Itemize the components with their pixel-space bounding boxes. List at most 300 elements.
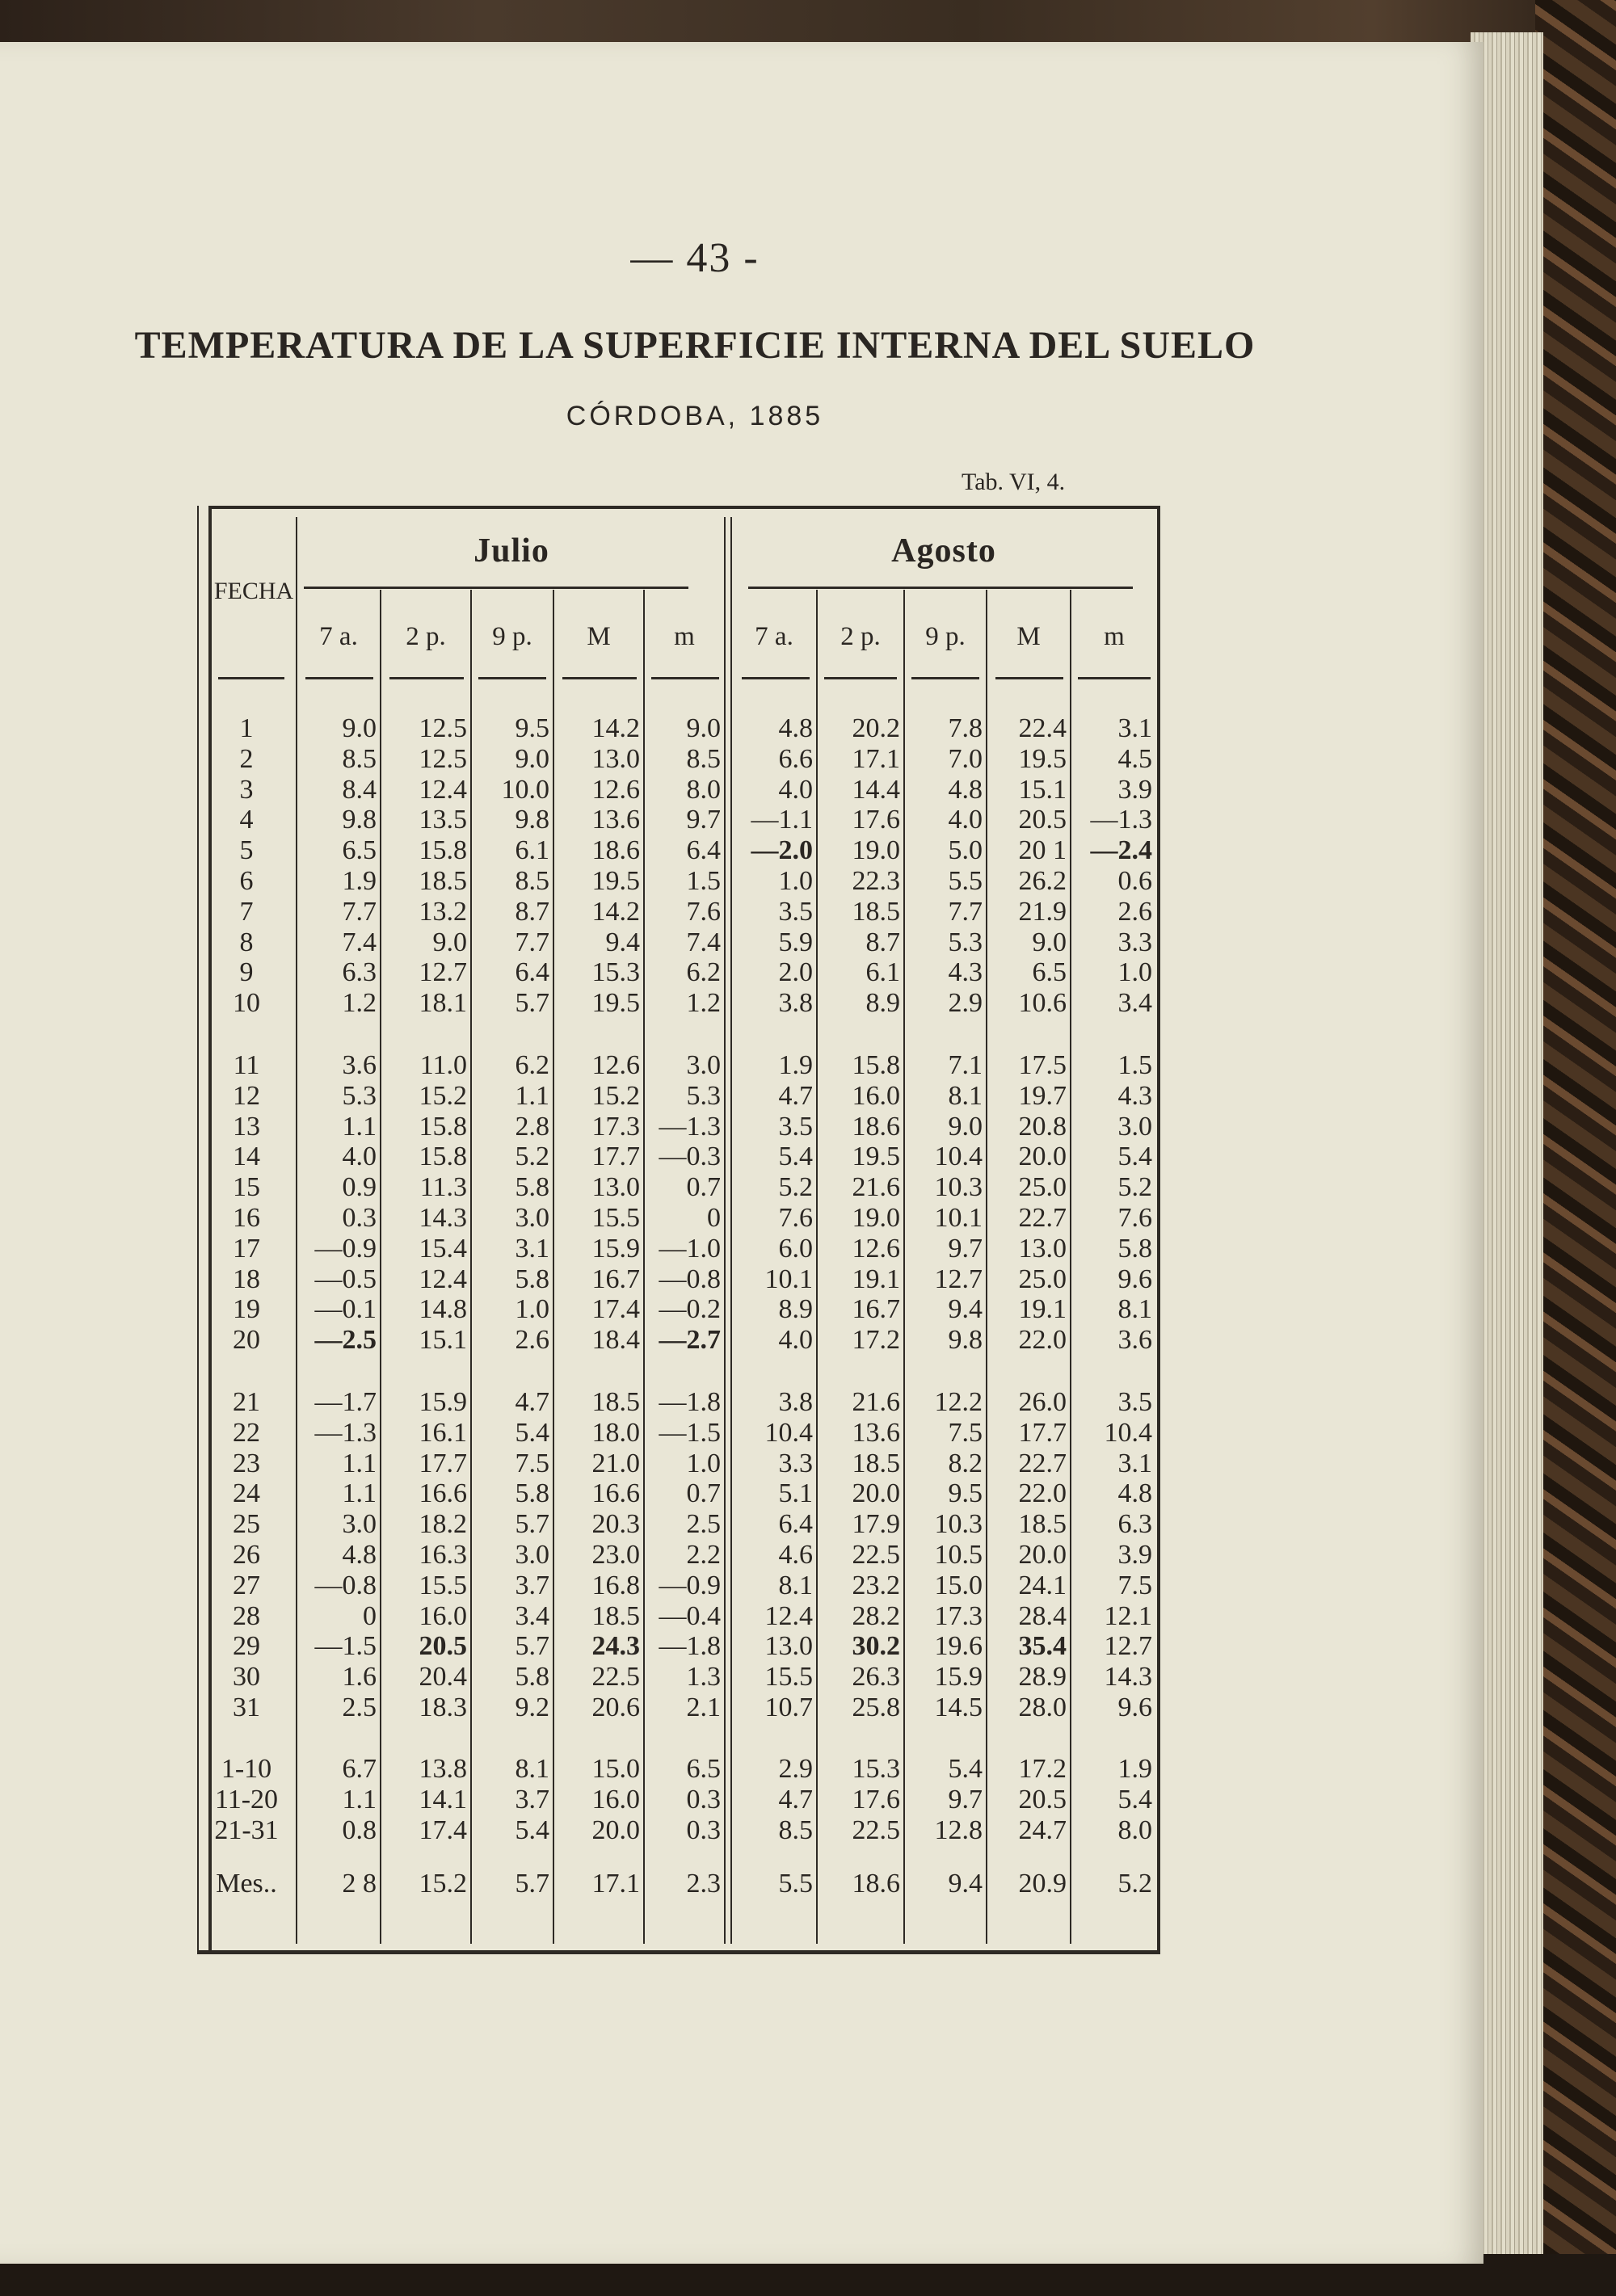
table-cell: 19.5: [1018, 743, 1067, 774]
table-cell: 0.3: [686, 1784, 721, 1815]
table-cell: 8.5: [342, 743, 377, 774]
table-cell: 14.4: [852, 774, 900, 805]
table-cell: 9.8: [948, 1325, 983, 1356]
table-cell: 15.4: [419, 1233, 467, 1264]
table-cell: 5.3: [686, 1080, 721, 1111]
table-cell: 13.0: [1018, 1233, 1067, 1264]
table-cell: 9.4: [605, 927, 640, 957]
table-cell: 16.6: [591, 1478, 640, 1509]
table-cell: 26.2: [1018, 866, 1067, 896]
table-cell: 5.8: [515, 1264, 549, 1294]
table-cell: 15.8: [419, 1111, 467, 1142]
table-cell: 3.6: [1117, 1325, 1152, 1356]
table-cell: 0.9: [342, 1172, 377, 1203]
table-cell: 20.0: [591, 1815, 640, 1845]
table-cell: 19.5: [852, 1142, 900, 1172]
row-label: 30: [233, 1662, 260, 1693]
table-cell: 3.5: [1117, 1387, 1152, 1417]
header-rule-2: [389, 677, 464, 679]
table-cell: 4.0: [778, 1325, 813, 1356]
row-label: 1-10: [221, 1754, 272, 1784]
table-cell: 4.3: [948, 957, 983, 988]
row-label: 18: [233, 1264, 260, 1294]
row-label: 25: [233, 1509, 260, 1540]
table-cell: 8.2: [948, 1448, 983, 1478]
table-cell: 28.2: [852, 1600, 900, 1631]
table-cell: 3.1: [1117, 713, 1152, 743]
table-cell: 28.0: [1018, 1693, 1067, 1722]
table-cell: 6.5: [686, 1754, 721, 1784]
row-label: 14: [233, 1142, 260, 1172]
table-cell: 3.0: [515, 1203, 549, 1233]
row-label: 12: [233, 1080, 260, 1111]
table-cell: 9.0: [515, 743, 549, 774]
table-cell: 6.3: [342, 957, 377, 988]
table-cell: 1.0: [686, 1448, 721, 1478]
table-cell: 12.4: [419, 774, 467, 805]
table-cell: 1.0: [1117, 957, 1152, 988]
table-cell: 10.3: [934, 1172, 983, 1203]
table-cell: 4.7: [778, 1080, 813, 1111]
table-cell: 6.5: [342, 835, 377, 866]
table-cell: 5.4: [515, 1815, 549, 1845]
row-label: 26: [233, 1540, 260, 1570]
table-cell: 19.0: [852, 835, 900, 866]
table-cell: 17.6: [852, 1784, 900, 1815]
table-cell: —0.9: [659, 1570, 721, 1600]
table-cell: 13.0: [591, 743, 640, 774]
table-cell: 25.8: [852, 1693, 900, 1722]
table-cell: 20.0: [852, 1478, 900, 1509]
table-cell: 5.9: [778, 927, 813, 957]
table-cell: 7.6: [778, 1203, 813, 1233]
table-cell: 5.0: [948, 835, 983, 866]
row-label: 17: [233, 1233, 260, 1264]
table-cell: 1.2: [686, 988, 721, 1019]
table-cell: 13.0: [764, 1631, 813, 1662]
table-cell: 19.1: [1018, 1294, 1067, 1325]
row-label: 2: [239, 743, 254, 774]
row-label: 19: [233, 1294, 260, 1325]
table-cell: —1.3: [314, 1417, 377, 1448]
table-cell: 6.4: [515, 957, 549, 988]
table-cell: 6.1: [515, 835, 549, 866]
table-cell: 20 1: [1018, 835, 1067, 866]
table-cell: —2.5: [314, 1325, 377, 1356]
table-cell: 20.8: [1018, 1111, 1067, 1142]
row-label: 5: [239, 835, 254, 866]
col-header-agosto-7a: 7 a.: [755, 622, 793, 651]
table-cell: 2.1: [686, 1693, 721, 1722]
table-cell: 24.1: [1018, 1570, 1067, 1600]
table-cell: 15.8: [419, 835, 467, 866]
row-label: 22: [233, 1417, 260, 1448]
table-cell: 2.6: [1117, 896, 1152, 927]
table-cell: 17.7: [1018, 1417, 1067, 1448]
table-cell: 5.8: [1117, 1233, 1152, 1264]
table-cell: 6.0: [778, 1233, 813, 1264]
table-cell: 22.5: [591, 1662, 640, 1693]
table-cell: 20.9: [1018, 1869, 1067, 1899]
table-cell: 7.7: [948, 896, 983, 927]
table-cell: 18.5: [419, 866, 467, 896]
table-cell: 15.5: [764, 1662, 813, 1693]
table-cell: 5.4: [1117, 1784, 1152, 1815]
table-cell: 4.8: [342, 1540, 377, 1570]
table-cell: 18.1: [419, 988, 467, 1019]
table-cell: 9.6: [1117, 1264, 1152, 1294]
table-cell: 14.8: [419, 1294, 467, 1325]
fecha-header: FECHA: [213, 578, 294, 604]
table-cell: —1.8: [659, 1387, 721, 1417]
table-cell: 10.0: [501, 774, 549, 805]
table-cell: 24.7: [1018, 1815, 1067, 1845]
row-label: 6: [239, 866, 254, 896]
table-cell: 22.0: [1018, 1325, 1067, 1356]
table-cell: 17.3: [934, 1600, 983, 1631]
table-cell: 12.8: [934, 1815, 983, 1845]
table-cell: 5.4: [778, 1142, 813, 1172]
table-cell: 1.1: [342, 1784, 377, 1815]
row-label: 27: [233, 1570, 260, 1600]
table-cell: —0.8: [659, 1264, 721, 1294]
table-cell: 16.3: [419, 1540, 467, 1570]
table-cell: 10.6: [1018, 988, 1067, 1019]
table-cell: 20.5: [1018, 805, 1067, 835]
table-cell: 15.9: [419, 1387, 467, 1417]
table-cell: 0.3: [686, 1815, 721, 1845]
table-cell: 8.1: [1117, 1294, 1152, 1325]
table-cell: 10.1: [764, 1264, 813, 1294]
table-cell: 5.2: [515, 1142, 549, 1172]
table-cell: 9.0: [342, 713, 377, 743]
row-label: 21-31: [214, 1815, 279, 1845]
table-cell: 15.0: [934, 1570, 983, 1600]
table-cell: 14.2: [591, 896, 640, 927]
table-cell: 17.4: [591, 1294, 640, 1325]
table-cell: 7.6: [1117, 1203, 1152, 1233]
table-cell: 13.0: [591, 1172, 640, 1203]
row-label: 29: [233, 1631, 260, 1662]
row-label: 11-20: [214, 1784, 279, 1815]
table-cell: 20.4: [419, 1662, 467, 1693]
table-cell: 0.8: [342, 1815, 377, 1845]
table-cell: 16.7: [852, 1294, 900, 1325]
col-header-julio-min: m: [674, 622, 695, 651]
table-cell: 19.6: [934, 1631, 983, 1662]
table-cell: 1.0: [778, 866, 813, 896]
table-cell: 7.5: [515, 1448, 549, 1478]
row-label: 1: [239, 713, 254, 743]
header-rule-7: [824, 677, 897, 679]
page-title: TEMPERATURA DE LA SUPERFICIE INTERNA DEL SUELO: [134, 324, 1256, 367]
julio-brace: [304, 587, 688, 589]
table-cell: —0.5: [314, 1264, 377, 1294]
table-cell: 16.0: [852, 1080, 900, 1111]
table-cell: 2.6: [515, 1325, 549, 1356]
table-cell: 4.7: [778, 1784, 813, 1815]
row-label: 4: [239, 805, 254, 835]
table-cell: 9.0: [432, 927, 467, 957]
table-cell: 30.2: [852, 1631, 900, 1662]
table-cell: 17.7: [419, 1448, 467, 1478]
table-cell: 15.3: [852, 1754, 900, 1784]
table-cell: 5.5: [778, 1869, 813, 1899]
table-cell: 7.7: [515, 927, 549, 957]
table-cell: 0.6: [1117, 866, 1152, 896]
col-header-agosto-max: M: [1016, 622, 1041, 651]
table-cell: —1.5: [314, 1631, 377, 1662]
table-cell: 3.5: [778, 896, 813, 927]
table-cell: 15.1: [1018, 774, 1067, 805]
table-cell: 5.4: [948, 1754, 983, 1784]
table-cell: 6.4: [686, 835, 721, 866]
table-cell: 13.5: [419, 805, 467, 835]
table-cell: 21.6: [852, 1172, 900, 1203]
table-cell: 9.7: [686, 805, 721, 835]
table-cell: 10.1: [934, 1203, 983, 1233]
table-cell: 3.9: [1117, 774, 1152, 805]
table-cell: 17.6: [852, 805, 900, 835]
row-label: Mes..: [216, 1869, 277, 1899]
table-cell: 5.3: [342, 1080, 377, 1111]
table-cell: 12.7: [419, 957, 467, 988]
table-cell: 8.1: [515, 1754, 549, 1784]
table-cell: 16.0: [419, 1600, 467, 1631]
table-cell: 5.4: [515, 1417, 549, 1448]
table-cell: 20.5: [419, 1631, 467, 1662]
table-cell: 18.5: [591, 1600, 640, 1631]
table-cell: 1.2: [342, 988, 377, 1019]
header-rule-4: [562, 677, 637, 679]
table-cell: —0.2: [659, 1294, 721, 1325]
table-cell: 10.7: [764, 1693, 813, 1722]
page-number: — 43 -: [630, 235, 760, 281]
table-cell: 9.0: [686, 713, 721, 743]
table-cell: 20.5: [1018, 1784, 1067, 1815]
table-cell: 10.4: [764, 1417, 813, 1448]
table-cell: 1.9: [778, 1050, 813, 1080]
table-cell: 2.0: [778, 957, 813, 988]
table-cell: 15.9: [591, 1233, 640, 1264]
table-cell: 12.5: [419, 713, 467, 743]
table-cell: 5.7: [515, 1869, 549, 1899]
table-cell: 2.8: [515, 1111, 549, 1142]
table-cell: —0.8: [314, 1570, 377, 1600]
table-cell: 2.5: [342, 1693, 377, 1722]
table-cell: 9.8: [515, 805, 549, 835]
table-cell: 3.0: [1117, 1111, 1152, 1142]
table-cell: —1.3: [1090, 805, 1152, 835]
table-cell: 4.8: [948, 774, 983, 805]
table-cell: 17.7: [591, 1142, 640, 1172]
table-cell: 22.0: [1018, 1478, 1067, 1509]
table-cell: 8.5: [778, 1815, 813, 1845]
table-cell: 3.4: [515, 1600, 549, 1631]
table-cell: 22.3: [852, 866, 900, 896]
header-rule-fecha: [218, 677, 284, 679]
table-cell: 3.7: [515, 1570, 549, 1600]
table-cell: 15.8: [852, 1050, 900, 1080]
table-reference: Tab. VI, 4.: [962, 469, 1066, 495]
table-cell: 5.4: [1117, 1142, 1152, 1172]
table-cell: 6.2: [686, 957, 721, 988]
row-label: 9: [239, 957, 254, 988]
table-cell: 1.6: [342, 1662, 377, 1693]
col-header-agosto-2p: 2 p.: [840, 622, 881, 651]
table-cell: 28.4: [1018, 1600, 1067, 1631]
table-cell: 8.5: [515, 866, 549, 896]
table-cell: 5.7: [515, 1631, 549, 1662]
table-cell: 13.6: [591, 805, 640, 835]
table-cell: 19.5: [591, 866, 640, 896]
table-cell: —0.1: [314, 1294, 377, 1325]
table-cell: 21.0: [591, 1448, 640, 1478]
table-cell: 2.3: [686, 1869, 721, 1899]
table-cell: 4.0: [948, 805, 983, 835]
table-cell: 8.1: [778, 1570, 813, 1600]
table-cell: 1.1: [342, 1478, 377, 1509]
table-cell: —1.1: [751, 805, 813, 835]
table-cell: 7.8: [948, 713, 983, 743]
table-cell: 0.7: [686, 1478, 721, 1509]
table-cell: 3.0: [686, 1050, 721, 1080]
table-cell: 8.7: [515, 896, 549, 927]
table-cell: 12.7: [1104, 1631, 1152, 1662]
table-border-right: [1157, 506, 1160, 1953]
table-cell: 7.4: [686, 927, 721, 957]
table-cell: 6.1: [865, 957, 900, 988]
table-cell: 8.5: [686, 743, 721, 774]
table-cell: 20.2: [852, 713, 900, 743]
table-cell: 8.4: [342, 774, 377, 805]
table-cell: 18.6: [852, 1111, 900, 1142]
table-cell: 12.6: [591, 1050, 640, 1080]
table-cell: 15.2: [419, 1080, 467, 1111]
table-cell: 5.2: [1117, 1869, 1152, 1899]
table-cell: 23.2: [852, 1570, 900, 1600]
row-label: 16: [233, 1203, 260, 1233]
table-cell: 16.6: [419, 1478, 467, 1509]
table-cell: 7.4: [342, 927, 377, 957]
table-cell: 13.8: [419, 1754, 467, 1784]
table-cell: 16.1: [419, 1417, 467, 1448]
header-rule-3: [478, 677, 546, 679]
table-cell: 3.1: [515, 1233, 549, 1264]
table-cell: 10.3: [934, 1509, 983, 1540]
table-cell: 18.5: [852, 1448, 900, 1478]
table-cell: 2.9: [778, 1754, 813, 1784]
header-rule-6: [742, 677, 810, 679]
table-cell: 17.5: [1018, 1050, 1067, 1080]
group-header-julio: Julio: [473, 532, 549, 570]
table-border-top: [208, 506, 1160, 509]
row-label: 21: [233, 1387, 260, 1417]
table-cell: 4.5: [1117, 743, 1152, 774]
table-cell: 5.3: [948, 927, 983, 957]
table-cell: 2 8: [342, 1869, 377, 1899]
table-cell: 8.9: [865, 988, 900, 1019]
table-border-bottom: [197, 1950, 1160, 1954]
table-cell: 11.0: [419, 1050, 467, 1080]
table-cell: 5.7: [515, 988, 549, 1019]
table-cell: 18.6: [591, 835, 640, 866]
table-cell: 17.3: [591, 1111, 640, 1142]
table-cell: 17.1: [852, 743, 900, 774]
col-header-agosto-9p: 9 p.: [925, 622, 966, 651]
table-cell: 8.7: [865, 927, 900, 957]
table-cell: 15.5: [419, 1570, 467, 1600]
table-cell: 15.8: [419, 1142, 467, 1172]
table-cell: 10.5: [934, 1540, 983, 1570]
table-cell: 22.5: [852, 1540, 900, 1570]
table-cell: 20.0: [1018, 1540, 1067, 1570]
table-cell: 5.8: [515, 1662, 549, 1693]
table-cell: 15.0: [591, 1754, 640, 1784]
table-cell: —1.5: [659, 1417, 721, 1448]
table-cell: 7.0: [948, 743, 983, 774]
table-cell: 9.4: [948, 1869, 983, 1899]
table-cell: 1.1: [515, 1080, 549, 1111]
row-label: 23: [233, 1448, 260, 1478]
table-cell: 15.3: [591, 957, 640, 988]
table-cell: 13.6: [852, 1417, 900, 1448]
table-cell: —1.3: [659, 1111, 721, 1142]
table-cell: 21.6: [852, 1387, 900, 1417]
table-cell: 25.0: [1018, 1172, 1067, 1203]
table-cell: 9.4: [948, 1294, 983, 1325]
table-cell: 1.0: [515, 1294, 549, 1325]
agosto-brace: [748, 587, 1133, 589]
group-separator-a: [724, 517, 726, 1944]
table-cell: 3.8: [778, 988, 813, 1019]
table-cell: 22.5: [852, 1815, 900, 1845]
table-cell: 6.7: [342, 1754, 377, 1784]
table-cell: 1.3: [686, 1662, 721, 1693]
header-rule-8: [911, 677, 979, 679]
table-cell: —1.0: [659, 1233, 721, 1264]
col-header-julio-9p: 9 p.: [492, 622, 532, 651]
table-cell: 7.7: [342, 896, 377, 927]
table-cell: 20.3: [591, 1509, 640, 1540]
col-header-julio-2p: 2 p.: [406, 622, 446, 651]
table-cell: 16.8: [591, 1570, 640, 1600]
table-cell: 16.0: [591, 1784, 640, 1815]
table-cell: 19.5: [591, 988, 640, 1019]
table-cell: 0: [363, 1600, 377, 1631]
table-cell: 3.6: [342, 1050, 377, 1080]
table-cell: 1.9: [1117, 1754, 1152, 1784]
table-cell: 17.9: [852, 1509, 900, 1540]
table-cell: 19.7: [1018, 1080, 1067, 1111]
table-cell: 0.3: [342, 1203, 377, 1233]
table-cell: 4.0: [342, 1142, 377, 1172]
table-cell: 6.3: [1117, 1509, 1152, 1540]
header-rule-9: [995, 677, 1063, 679]
row-label: 3: [239, 774, 254, 805]
table-cell: 3.9: [1117, 1540, 1152, 1570]
table-cell: 12.7: [934, 1264, 983, 1294]
col-header-agosto-min: m: [1104, 622, 1125, 651]
table-cell: 10.4: [1104, 1417, 1152, 1448]
row-label: 31: [233, 1693, 260, 1722]
table-cell: —2.7: [659, 1325, 721, 1356]
table-cell: 14.5: [934, 1693, 983, 1722]
header-rule-10: [1078, 677, 1151, 679]
table-cell: 4.8: [1117, 1478, 1152, 1509]
table-cell: 12.5: [419, 743, 467, 774]
table-cell: 5.2: [1117, 1172, 1152, 1203]
